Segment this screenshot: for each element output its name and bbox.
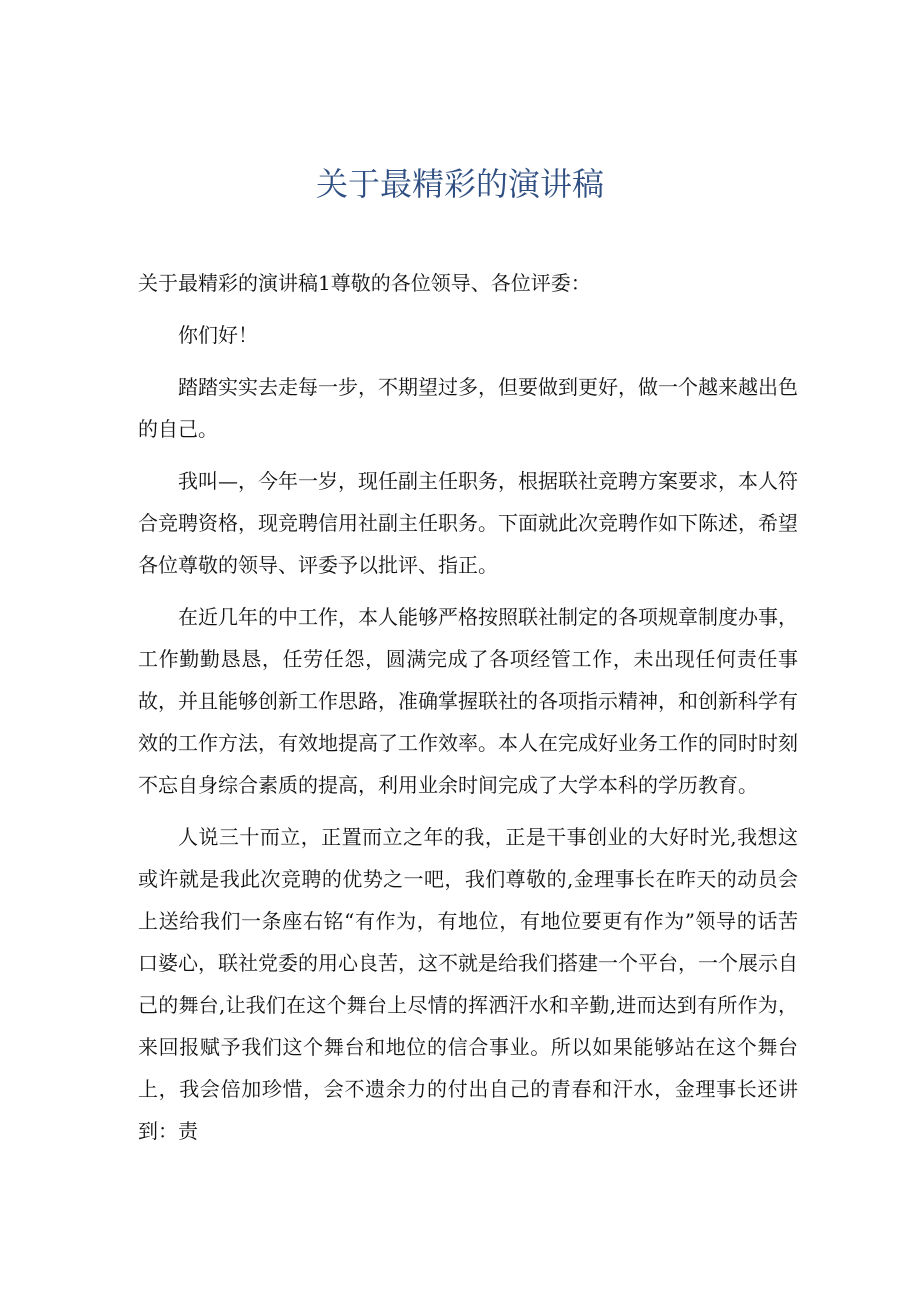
paragraph: 人说三十而立，正置而立之年的我，正是干事创业的大好时光,我想这或许就是我此次竞聘的优势之一吧，我们尊敬的,金理事长在昨天的动员会上送给我们一条座右铭“有作为，有地位，有地位要更有作为”领导的话苦口婆心，联社党委的用心良苦，这不就是给我们搭建一个平台，一个展示自己的舞台,让我们在这个舞台上尽情的挥洒汗水和辛勤,进而达到有所作为，来回报赋予我们这个舞台和地位的信合事业。所以如果能够站在这个舞台上，我会倍加珍惜，会不遗余力的付出自己的青春和汗水，金理事长还讲到：责	[138, 825, 798, 1143]
paragraph: 在近几年的中工作，本人能够严格按照联社制定的各项规章制度办事，工作勤勤恳恳，任劳任怨，圆满完成了各项经管工作，未出现任何责任事故，并且能够创新工作思路，准确掌握联社的各项指示精神，和创新科学有效的工作方法，有效地提高了工作效率。本人在完成好业务工作的同时时刻不忘自身综合素质的提高，利用业余时间完成了大学本科的学历教育。	[138, 605, 798, 797]
paragraph: 踏踏实实去走每一步，不期望过多，但要做到更好，做一个越来越出色的自己。	[138, 375, 798, 441]
paragraph-greeting: 你们好！	[178, 323, 258, 347]
paragraph-intro: 关于最精彩的演讲稿1尊敬的各位领导、各位评委：	[138, 271, 591, 295]
document-body	[138, 262, 798, 1162]
document-title: 关于最精彩的演讲稿	[315, 165, 604, 203]
paragraph: 我叫—，今年一岁，现任副主任职务，根据联社竞聘方案要求，本人符合竞聘资格，现竞聘信用社副主任职务。下面就此次竞聘作如下陈述，希望各位尊敬的领导、评委予以批评、指正。	[138, 469, 798, 577]
